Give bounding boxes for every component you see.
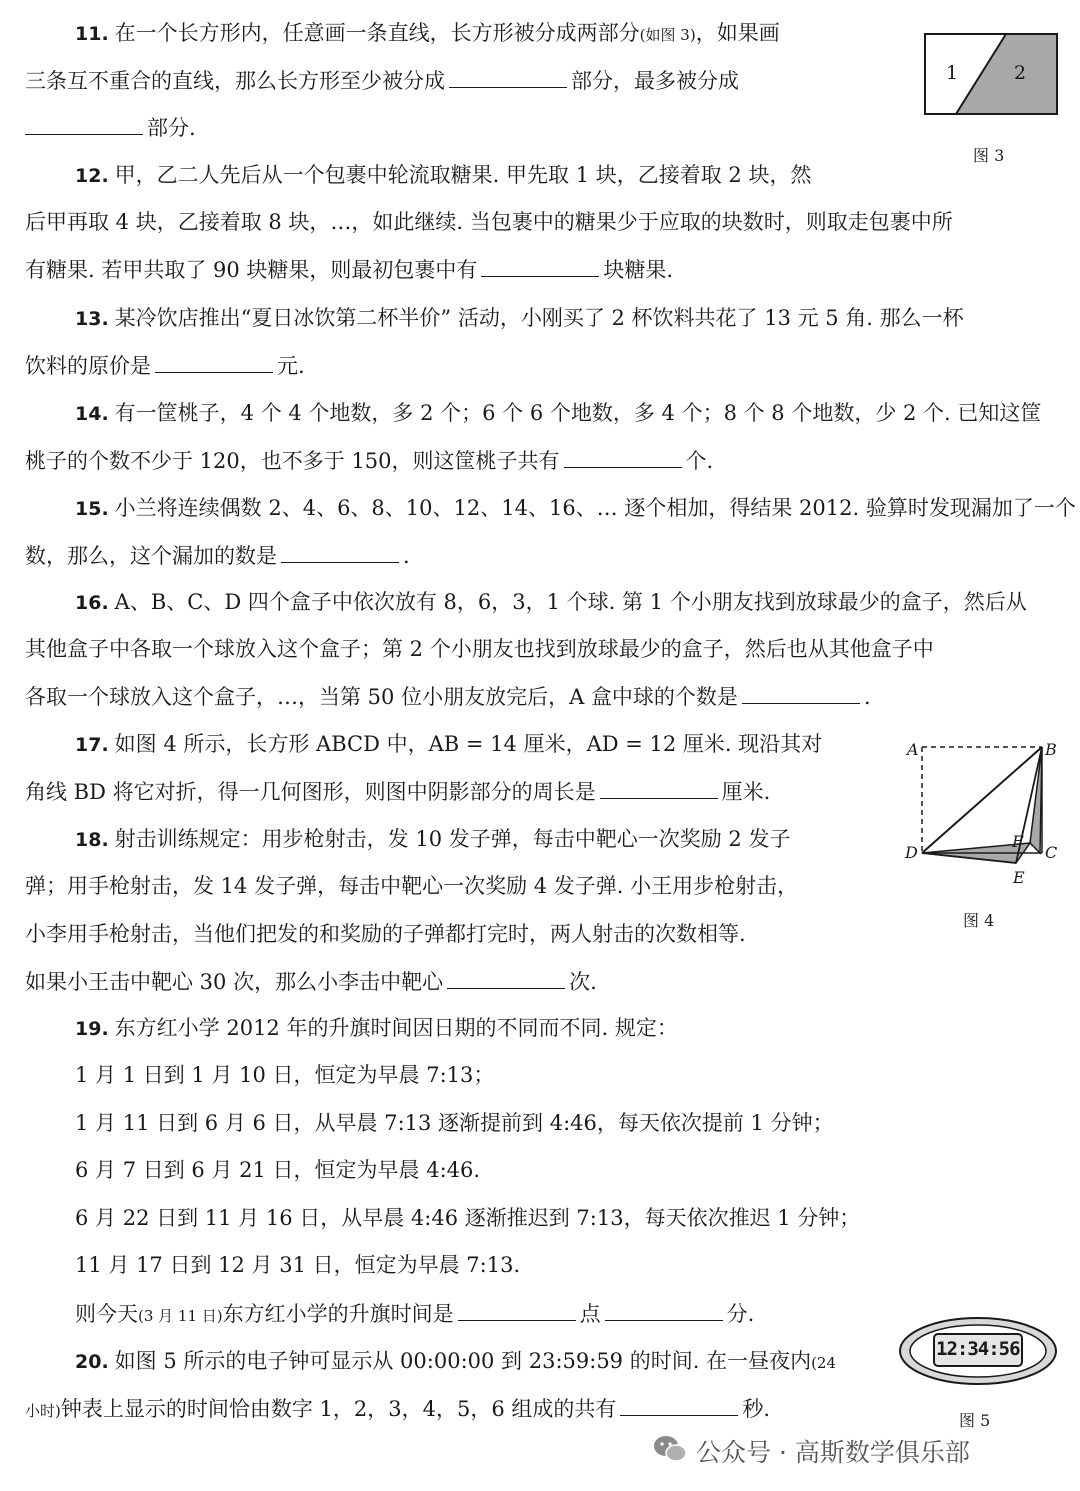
figure-3-label-2: 2 [1014, 62, 1027, 84]
clock-display: 12:34:56 [936, 1338, 1020, 1360]
q14-line-1: 14. 有一筐桃子，4 个 4 个地数，多 2 个；6 个 6 个地数，多 4 个；8 个 8 个地数，少 2 个. 已知这筐 [75, 401, 1042, 425]
q15-line-1: 15. 小兰将连续偶数 2、4、6、8、10、12、14、16、… 逐个相加，得结果 2012. 验算时发现漏加了一个 [75, 496, 1076, 520]
question-number: 12. [75, 165, 109, 187]
q19-rule-2: 1 月 11 日到 6 月 6 日，从早晨 7:13 逐渐提前到 4:46，每天依次提前 1 分钟； [75, 1111, 834, 1135]
q19-question-line: 则今天(3 月 11 日)东方红小学的升旗时间是 点 分. [75, 1298, 754, 1331]
figure-4-label-c: C [1045, 843, 1058, 862]
question-number: 19. [75, 1018, 109, 1040]
figure-4-label-f: F [1012, 832, 1024, 851]
q20-line-1: 20. 如图 5 所示的电子钟可显示从 00:00:00 到 23:59:59 的时间. 在一昼夜内(24 [75, 1349, 837, 1373]
q16-line-2: 其他盒子中各取一个球放入这个盒子；第 2 个小朋友也找到放球最少的盒子，然后也从其他盒子中 [25, 637, 934, 661]
figure-3-caption: 图 3 [973, 146, 1005, 165]
question-number: 14. [75, 403, 109, 425]
q17-line-1: 17. 如图 4 所示，长方形 ABCD 中，AB = 14 厘米，AD = 12 厘米. 现沿其对 [75, 732, 823, 756]
figure-4-label-a: A [907, 740, 919, 759]
figure-3-rectangle [924, 33, 1058, 115]
answer-blank[interactable] [25, 112, 143, 135]
figure-4-caption: 图 4 [963, 911, 995, 930]
question-number: 15. [75, 498, 109, 520]
q11-line-3: 部分. [25, 112, 196, 143]
q12-line-3: 有糖果. 若甲共取了 90 块糖果，则最初包裹中有 块糖果. [25, 254, 673, 285]
question-number: 17. [75, 734, 109, 756]
q18-line-3: 小李用手枪射击，当他们把发的和奖励的子弹都打完时，两人射击的次数相等. [25, 922, 746, 946]
answer-blank[interactable] [620, 1393, 738, 1416]
q18-line-4: 如果小王击中靶心 30 次，那么小李击中靶心 次. [25, 966, 597, 997]
question-number: 18. [75, 829, 109, 851]
q14-line-2: 桃子的个数不少于 120，也不多于 150，则这筐桃子共有 个. [25, 445, 713, 476]
q20-line-2: 小时)钟表上显示的时间恰由数字 1，2，3，4，5，6 组成的共有 秒. [25, 1393, 770, 1426]
question-number: 11. [75, 23, 109, 45]
q19-rule-3: 6 月 7 日到 6 月 21 日，恒定为早晨 4:46. [75, 1158, 481, 1182]
q18-line-1: 18. 射击训练规定：用步枪射击，发 10 发子弹，每击中靶心一次奖励 2 发子 [75, 827, 791, 851]
question-number: 13. [75, 308, 109, 330]
q17-line-2: 角线 BD 将它对折，得一几何图形，则图中阴影部分的周长是 厘米. [25, 776, 770, 807]
watermark-text: 公众号 · 高斯数学俱乐部 [696, 1438, 970, 1467]
q11-line-1: 11. 在一个长方形内，任意画一条直线，长方形被分成两部分(如图 3)，如果画 [75, 21, 780, 45]
answer-blank[interactable] [564, 445, 682, 468]
q13-line-2: 饮料的原价是 元. [25, 350, 305, 381]
figure-4-label-d: D [905, 843, 918, 862]
figure-5-caption: 图 5 [959, 1411, 991, 1430]
answer-blank[interactable] [281, 540, 399, 563]
q19-rule-1: 1 月 1 日到 1 月 10 日，恒定为早晨 7:13； [75, 1063, 495, 1087]
wechat-icon [652, 1433, 688, 1465]
q16-line-3: 各取一个球放入这个盒子，…，当第 50 位小朋友放完后，A 盒中球的个数是 . [25, 681, 871, 712]
q11-line-2: 三条互不重合的直线，那么长方形至少被分成 部分，最多被分成 [25, 65, 739, 96]
figure-4-label-b: B [1045, 740, 1057, 759]
q19-rule-5: 11 月 17 日到 12 月 31 日，恒定为早晨 7:13. [75, 1253, 521, 1277]
q19-line-1: 19. 东方红小学 2012 年的升旗时间因日期的不同而不同. 规定： [75, 1016, 678, 1040]
q13-line-1: 13. 某冷饮店推出“夏日冰饮第二杯半价” 活动，小刚买了 2 杯饮料共花了 13 元 5 角. 那么一杯 [75, 306, 964, 330]
answer-blank[interactable] [155, 350, 273, 373]
answer-blank[interactable] [449, 65, 567, 88]
q12-line-2: 后甲再取 4 块，乙接着取 8 块，…，如此继续. 当包裹中的糖果少于应取的块数时，则取走包裹中所 [25, 210, 953, 234]
figure-3-label-1: 1 [946, 62, 959, 84]
figure-4-label-e: E [1013, 868, 1025, 887]
q18-line-2: 弹；用手枪射击，发 14 发子弹，每击中靶心一次奖励 4 发子弹. 小王用步枪射击， [25, 874, 799, 898]
answer-blank-minute[interactable] [605, 1298, 723, 1321]
answer-blank-hour[interactable] [458, 1298, 576, 1321]
answer-blank[interactable] [742, 681, 860, 704]
q15-line-2: 数，那么，这个漏加的数是 . [25, 540, 410, 571]
question-number: 16. [75, 592, 109, 614]
q16-line-1: 16. A、B、C、D 四个盒子中依次放有 8，6，3，1 个球. 第 1 个小朋友找到放球最少的盒子，然后从 [75, 590, 1027, 614]
q12-line-1: 12. 甲，乙二人先后从一个包裹中轮流取糖果. 甲先取 1 块，乙接着取 2 块，然 [75, 163, 812, 187]
answer-blank[interactable] [481, 254, 599, 277]
answer-blank[interactable] [447, 966, 565, 989]
question-number: 20. [75, 1351, 109, 1373]
q19-rule-4: 6 月 22 日到 11 月 16 日，从早晨 4:46 逐渐推迟到 7:13，每天依次推迟 1 分钟； [75, 1206, 861, 1230]
answer-blank[interactable] [600, 776, 718, 799]
